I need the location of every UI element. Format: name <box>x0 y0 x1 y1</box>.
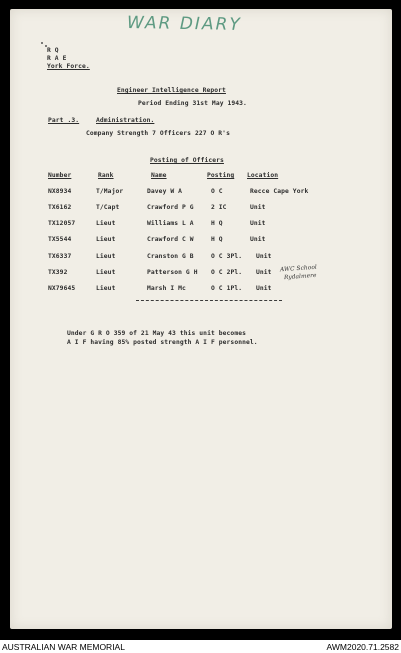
row-3-location: Unit <box>250 220 266 227</box>
row-6-number: TX392 <box>48 269 68 276</box>
note-line-1: Under G R O 359 of 21 May 43 this unit becomes <box>67 330 246 337</box>
handwritten-annotation-line-2: Rydalmere <box>283 272 317 282</box>
row-1-rank: T/Major <box>96 188 124 195</box>
posting-title: Posting of Officers <box>150 157 224 164</box>
part-label: Part .3. <box>48 117 80 124</box>
row-2-posting: 2 IC <box>211 204 227 211</box>
report-period: Period Ending 31st May 1943. <box>138 100 247 107</box>
row-3-number: TX12057 <box>48 220 76 227</box>
note-line-2: A I F having 85% posted strength A I F personnel. <box>67 339 258 346</box>
punch-hole-mark <box>41 42 43 44</box>
unit-line-2: R A E <box>47 55 67 62</box>
row-6-location: Unit <box>256 269 272 276</box>
header-name: Name <box>151 172 167 179</box>
header-posting: Posting <box>207 172 235 179</box>
row-1-location: Recce Cape York <box>250 188 309 195</box>
row-5-rank: Lieut <box>96 253 116 260</box>
row-6-posting: O C 2Pl. <box>211 269 243 276</box>
row-1-name: Davey W A <box>147 188 183 195</box>
row-5-location: Unit <box>256 253 272 260</box>
war-diary-handwritten-title: WAR DIARY <box>126 13 242 35</box>
row-4-name: Crawford C W <box>147 236 194 243</box>
row-7-posting: O C 1Pl. <box>211 285 243 292</box>
row-4-rank: Lieut <box>96 236 116 243</box>
row-4-location: Unit <box>250 236 266 243</box>
row-1-posting: O C <box>211 188 223 195</box>
row-4-posting: H Q <box>211 236 223 243</box>
unit-line-3: York Force. <box>47 63 90 70</box>
row-7-rank: Lieut <box>96 285 116 292</box>
row-2-rank: T/Capt <box>96 204 120 211</box>
footer-catalogue-number: AWM2020.71.2582 <box>326 642 399 652</box>
row-4-number: TX5544 <box>48 236 72 243</box>
row-7-number: NX79645 <box>48 285 76 292</box>
row-5-posting: O C 3Pl. <box>211 253 243 260</box>
unit-line-1: R Q <box>47 47 59 54</box>
row-3-name: Williams L A <box>147 220 194 227</box>
row-3-posting: H Q <box>211 220 223 227</box>
row-6-name: Patterson G H <box>147 269 198 276</box>
section-label: Administration. <box>96 117 155 124</box>
row-5-number: TX6337 <box>48 253 72 260</box>
row-1-number: NX8934 <box>48 188 72 195</box>
report-title: Engineer Intelligence Report <box>117 87 226 94</box>
company-strength: Company Strength 7 Officers 227 O R's <box>86 130 230 137</box>
row-7-location: Unit <box>256 285 272 292</box>
handwritten-annotation-line-1: AWC School <box>279 264 318 274</box>
row-5-name: Cranston G B <box>147 253 194 260</box>
row-2-name: Crawford P G <box>147 204 194 211</box>
footer-archive-name: AUSTRALIAN WAR MEMORIAL <box>2 642 125 652</box>
row-7-name: Marsh I Mc <box>147 285 186 292</box>
separator-line <box>136 300 282 301</box>
row-3-rank: Lieut <box>96 220 116 227</box>
header-location: Location <box>247 172 279 179</box>
archive-footer <box>0 640 401 653</box>
header-rank: Rank <box>98 172 114 179</box>
row-6-rank: Lieut <box>96 269 116 276</box>
row-2-number: TX6162 <box>48 204 72 211</box>
row-2-location: Unit <box>250 204 266 211</box>
header-number: Number <box>48 172 72 179</box>
